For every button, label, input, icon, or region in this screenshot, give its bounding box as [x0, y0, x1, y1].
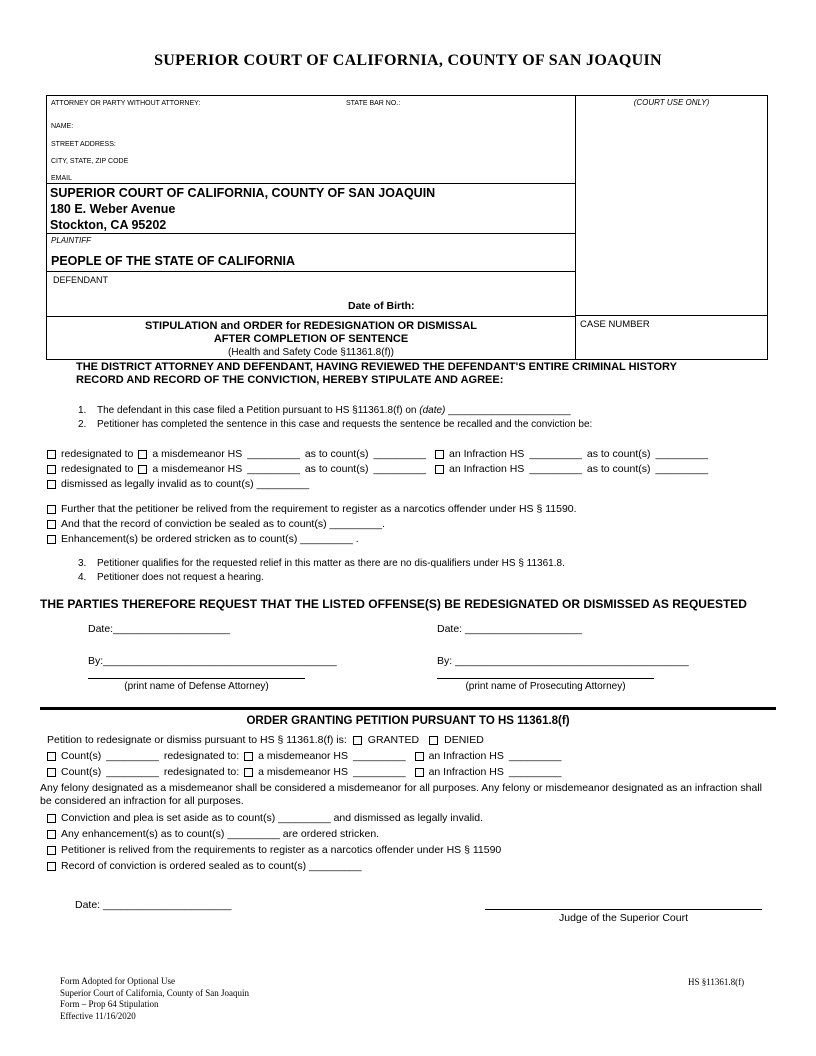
judge-signature-block [485, 898, 762, 924]
order-misdemeanor-label-2: a misdemeanor HS [258, 766, 349, 778]
order-counts-blank-1[interactable]: _________ [106, 750, 159, 762]
defense-date-blank[interactable]: ____________________ [113, 623, 230, 635]
misdemeanor-hs-blank-2[interactable]: _________ [247, 463, 300, 475]
order-counts-checkbox-1[interactable] [47, 752, 56, 761]
order-narcotics-checkbox[interactable] [47, 846, 56, 855]
stipulation-item-4 [78, 571, 778, 585]
as-to-counts-label: as to count(s) [586, 448, 651, 460]
item-3-number: 3. [78, 558, 87, 569]
order-redesignated-label-1: redesignated to: [163, 750, 240, 762]
attorney-label: ATTORNEY OR PARTY WITHOUT ATTORNEY: [51, 100, 201, 107]
misdemeanor-checkbox-2[interactable] [138, 465, 147, 474]
stipulation-items-3-4 [78, 557, 778, 585]
order-misdemeanor-checkbox-2[interactable] [244, 768, 253, 777]
item-2-text: Petitioner has completed the sentence in this case and requests the sentence be recalled and the conviction be: [97, 419, 593, 430]
page-title: SUPERIOR COURT OF CALIFORNIA, COUNTY OF SAN JOAQUIN [154, 52, 662, 69]
infraction-label-2: an Infraction HS [449, 463, 525, 475]
stipulation-item-2 [78, 418, 778, 432]
court-address-line2: Stockton, CA 95202 [50, 218, 167, 232]
denied-checkbox[interactable] [429, 736, 438, 745]
caption-box [46, 95, 768, 360]
prosecutor-print-name-rule[interactable] [437, 668, 654, 679]
defense-print-name-rule[interactable] [88, 668, 305, 679]
case-number-cell[interactable] [576, 315, 767, 359]
dismissed-row [47, 478, 787, 491]
redesignation-row-2 [47, 463, 787, 476]
as-to-counts-label: as to count(s) [304, 448, 369, 460]
infraction-hs-blank-1[interactable]: _________ [529, 448, 582, 460]
item-3-text: Petitioner qualifies for the requested relief in this matter as there are no dis-qualifiers under HS § 11361.8. [97, 558, 565, 569]
footer-line-4: Effective 11/16/2020 [60, 1010, 136, 1021]
redesignated-label-2: redesignated to [61, 463, 134, 475]
stipulation-item-3 [78, 557, 778, 571]
email-label: EMAIL [51, 175, 73, 182]
strike-enhancements-checkbox[interactable] [47, 535, 56, 544]
order-redesignated-label-2: redesignated to: [163, 766, 240, 778]
seal-record-checkbox[interactable] [47, 520, 56, 529]
redesignated-label-1: redesignated to [61, 448, 134, 460]
form-title-section [47, 317, 575, 359]
court-use-only-label: (COURT USE ONLY) [633, 98, 710, 107]
order-counts-blank-2[interactable]: _________ [106, 766, 159, 778]
defendant-label: DEFENDANT [53, 275, 109, 285]
misdemeanor-checkbox-1[interactable] [138, 450, 147, 459]
order-misdemeanor-label-1: a misdemeanor HS [258, 750, 349, 762]
defense-by-line [88, 655, 437, 668]
infraction-checkbox-2[interactable] [435, 465, 444, 474]
item-1-text [97, 404, 571, 418]
defense-signature-blank[interactable]: ________________________________________ [103, 655, 337, 667]
narcotics-relief-label: Further that the petitioner be relived from the requirement to register as a narcotics offender under HS § 11590. [61, 503, 577, 515]
by-label: By: [437, 655, 453, 667]
order-infraction-checkbox-1[interactable] [415, 752, 424, 761]
narcotics-relief-checkbox[interactable] [47, 505, 56, 514]
felony-designation-note: Any felony designated as a misdemeanor shall be considered a misdemeanor for all purposes. Any felony or misdemeanor designated as an infraction shall be considered an infraction for all purposes. [40, 782, 762, 807]
order-counts-checkbox-2[interactable] [47, 768, 56, 777]
order-infraction-label-2: an Infraction HS [428, 766, 504, 778]
dismissed-checkbox[interactable] [47, 480, 56, 489]
signature-block [88, 623, 728, 692]
order-count-row-2 [47, 766, 776, 779]
order-seal-row [47, 860, 776, 873]
redesignation-row-1 [47, 448, 787, 461]
order-set-aside-row [47, 812, 776, 825]
order-date-label: Date: [75, 899, 101, 911]
prosecutor-print-name-caption: (print name of Prosecuting Attorney) [465, 681, 626, 692]
order-section-divider [40, 707, 776, 710]
item-2-number: 2. [78, 419, 87, 430]
caption-box-right [576, 96, 767, 359]
case-number-label: CASE NUMBER [580, 319, 650, 330]
state-bar-label: STATE BAR NO.: [346, 100, 401, 107]
item-1-date-label: (date) [419, 405, 446, 416]
redesignated-checkbox-1[interactable] [47, 450, 56, 459]
order-infraction-blank-1[interactable]: _________ [508, 750, 562, 762]
strike-enhancements-label: Enhancement(s) be ordered stricken as to count(s) _________ . [61, 533, 359, 545]
order-misdemeanor-checkbox-1[interactable] [244, 752, 253, 761]
judge-signature-rule[interactable] [485, 898, 762, 910]
defense-print-name-caption: (print name of Defense Attorney) [124, 681, 269, 692]
strike-enhancements-row [47, 533, 787, 546]
court-address-section [47, 184, 575, 234]
footer-line-1: Form Adopted for Optional Use [60, 976, 175, 986]
order-infraction-label-1: an Infraction HS [428, 750, 504, 762]
footer-line-3: Form – Prop 64 Stipulation [60, 999, 159, 1009]
plaintiff-value: PEOPLE OF THE STATE OF CALIFORNIA [51, 254, 295, 268]
item-4-number: 4. [78, 572, 87, 583]
item-1-date-blank[interactable]: ______________________ [448, 405, 571, 416]
form-title-line2: AFTER COMPLETION OF SENTENCE [213, 333, 409, 345]
parties-request-statement: THE PARTIES THEREFORE REQUEST THAT THE LISTED OFFENSE(S) BE REDESIGNATED OR DISMISSED AS REQUESTED [40, 597, 747, 611]
date-label: Date: [88, 623, 114, 635]
caption-box-left [47, 96, 576, 359]
order-date-blank[interactable]: ______________________ [103, 899, 232, 911]
date-label: Date: [437, 623, 463, 635]
misdemeanor-label-2: a misdemeanor HS [152, 463, 243, 475]
petition-decision-row [47, 734, 776, 746]
infraction-counts-blank-1[interactable]: _________ [655, 448, 709, 460]
order-date-line [75, 899, 232, 911]
form-title-line3: (Health and Safety Code §11361.8(f)) [227, 347, 395, 358]
petition-decision-label: Petition to redesignate or dismiss pursuant to HS § 11361.8(f) is: [47, 734, 347, 746]
plaintiff-label: PLAINTIFF [51, 236, 92, 245]
as-to-counts-label: as to count(s) [304, 463, 369, 475]
judge-caption: Judge of the Superior Court [559, 912, 688, 924]
date-of-birth-label: Date of Birth: [348, 300, 415, 312]
order-heading: ORDER GRANTING PETITION PURSUANT TO HS 11361.8(f) [246, 715, 570, 727]
city-state-zip-label: CITY, STATE, ZIP CODE [51, 158, 129, 165]
narcotics-relief-row [47, 503, 787, 516]
order-narcotics-row [47, 844, 776, 857]
item-1-number: 1. [78, 405, 87, 416]
stipulation-items-1-2 [78, 404, 778, 432]
by-label: By: [88, 655, 104, 667]
defense-date-line [88, 623, 437, 636]
stipulation-item-1 [78, 404, 778, 418]
misdemeanor-hs-blank-1[interactable]: _________ [247, 448, 300, 460]
court-name: SUPERIOR COURT OF CALIFORNIA, COUNTY OF SAN JOAQUIN [50, 186, 436, 200]
misdemeanor-label-1: a misdemeanor HS [152, 448, 243, 460]
order-seal-label: Record of conviction is ordered sealed as to count(s) _________ [61, 860, 362, 872]
attorney-section [47, 96, 575, 184]
granted-checkbox[interactable] [353, 736, 362, 745]
form-footer [60, 976, 249, 1022]
infraction-checkbox-1[interactable] [435, 450, 444, 459]
granted-label: GRANTED [367, 734, 420, 746]
prosecutor-by-line [437, 655, 728, 668]
dismissed-label: dismissed as legally invalid as to count(s) _________ [61, 478, 310, 490]
name-label: NAME: [51, 123, 74, 130]
infraction-label-1: an Infraction HS [449, 448, 525, 460]
prosecutor-signature-column [437, 623, 728, 692]
order-counts-label-2: Count(s) [61, 766, 102, 778]
misdemeanor-counts-blank-1[interactable]: _________ [373, 448, 427, 460]
order-count-row-1 [47, 750, 776, 763]
order-infraction-blank-2[interactable]: _________ [508, 766, 562, 778]
order-narcotics-label: Petitioner is relived from the requirements to register as a narcotics offender under HS § 11590 [61, 844, 502, 856]
infraction-hs-blank-2[interactable]: _________ [529, 463, 582, 475]
redesignation-options [47, 448, 787, 493]
order-infraction-checkbox-2[interactable] [415, 768, 424, 777]
defense-signature-column [88, 623, 437, 692]
seal-record-label: And that the record of conviction be sealed as to count(s) _________. [61, 518, 385, 530]
form-title-line1: STIPULATION and ORDER for REDESIGNATION OR DISMISSAL [144, 320, 478, 332]
street-address-label: STREET ADDRESS: [51, 141, 116, 148]
prosecutor-signature-blank[interactable]: ________________________________________ [455, 655, 689, 667]
court-address-line1: 180 E. Weber Avenue [50, 202, 176, 216]
plaintiff-section [47, 234, 575, 272]
form-number: HS §11361.8(f) [688, 977, 745, 987]
prosecutor-date-blank[interactable]: ____________________ [465, 623, 582, 635]
item-4-text: Petitioner does not request a hearing. [97, 572, 264, 583]
order-seal-checkbox[interactable] [47, 862, 56, 871]
order-enhancement-label: Any enhancement(s) as to count(s) _________ are ordered stricken. [61, 828, 380, 840]
set-aside-checkbox[interactable] [47, 814, 56, 823]
item-1-body: The defendant in this case filed a Petition pursuant to HS §11361.8(f) on [97, 405, 417, 416]
order-misdemeanor-blank-1[interactable]: _________ [353, 750, 406, 762]
defendant-section [47, 272, 575, 317]
stipulation-intro: THE DISTRICT ATTORNEY AND DEFENDANT, HAVING REVIEWED THE DEFENDANT'S ENTIRE CRIMINAL HISTORY RECORD AND RECORD OF THE CONVICTION, HEREBY STIPULATE AND AGREE: [76, 361, 677, 386]
redesignated-checkbox-2[interactable] [47, 465, 56, 474]
order-enhancement-checkbox[interactable] [47, 830, 56, 839]
as-to-counts-label: as to count(s) [586, 463, 651, 475]
further-relief-options [47, 503, 787, 548]
seal-record-row [47, 518, 787, 531]
set-aside-label: Conviction and plea is set aside as to count(s) _________ and dismissed as legally invalid. [61, 812, 483, 824]
order-misdemeanor-blank-2[interactable]: _________ [353, 766, 406, 778]
prosecutor-date-line [437, 623, 728, 636]
footer-line-2: Superior Court of California, County of San Joaquin [60, 987, 249, 998]
misdemeanor-counts-blank-2[interactable]: _________ [373, 463, 427, 475]
order-section [40, 715, 776, 876]
order-counts-label-1: Count(s) [61, 750, 102, 762]
order-enhancement-row [47, 828, 776, 841]
infraction-counts-blank-2[interactable]: _________ [655, 463, 709, 475]
denied-label: DENIED [444, 734, 484, 746]
